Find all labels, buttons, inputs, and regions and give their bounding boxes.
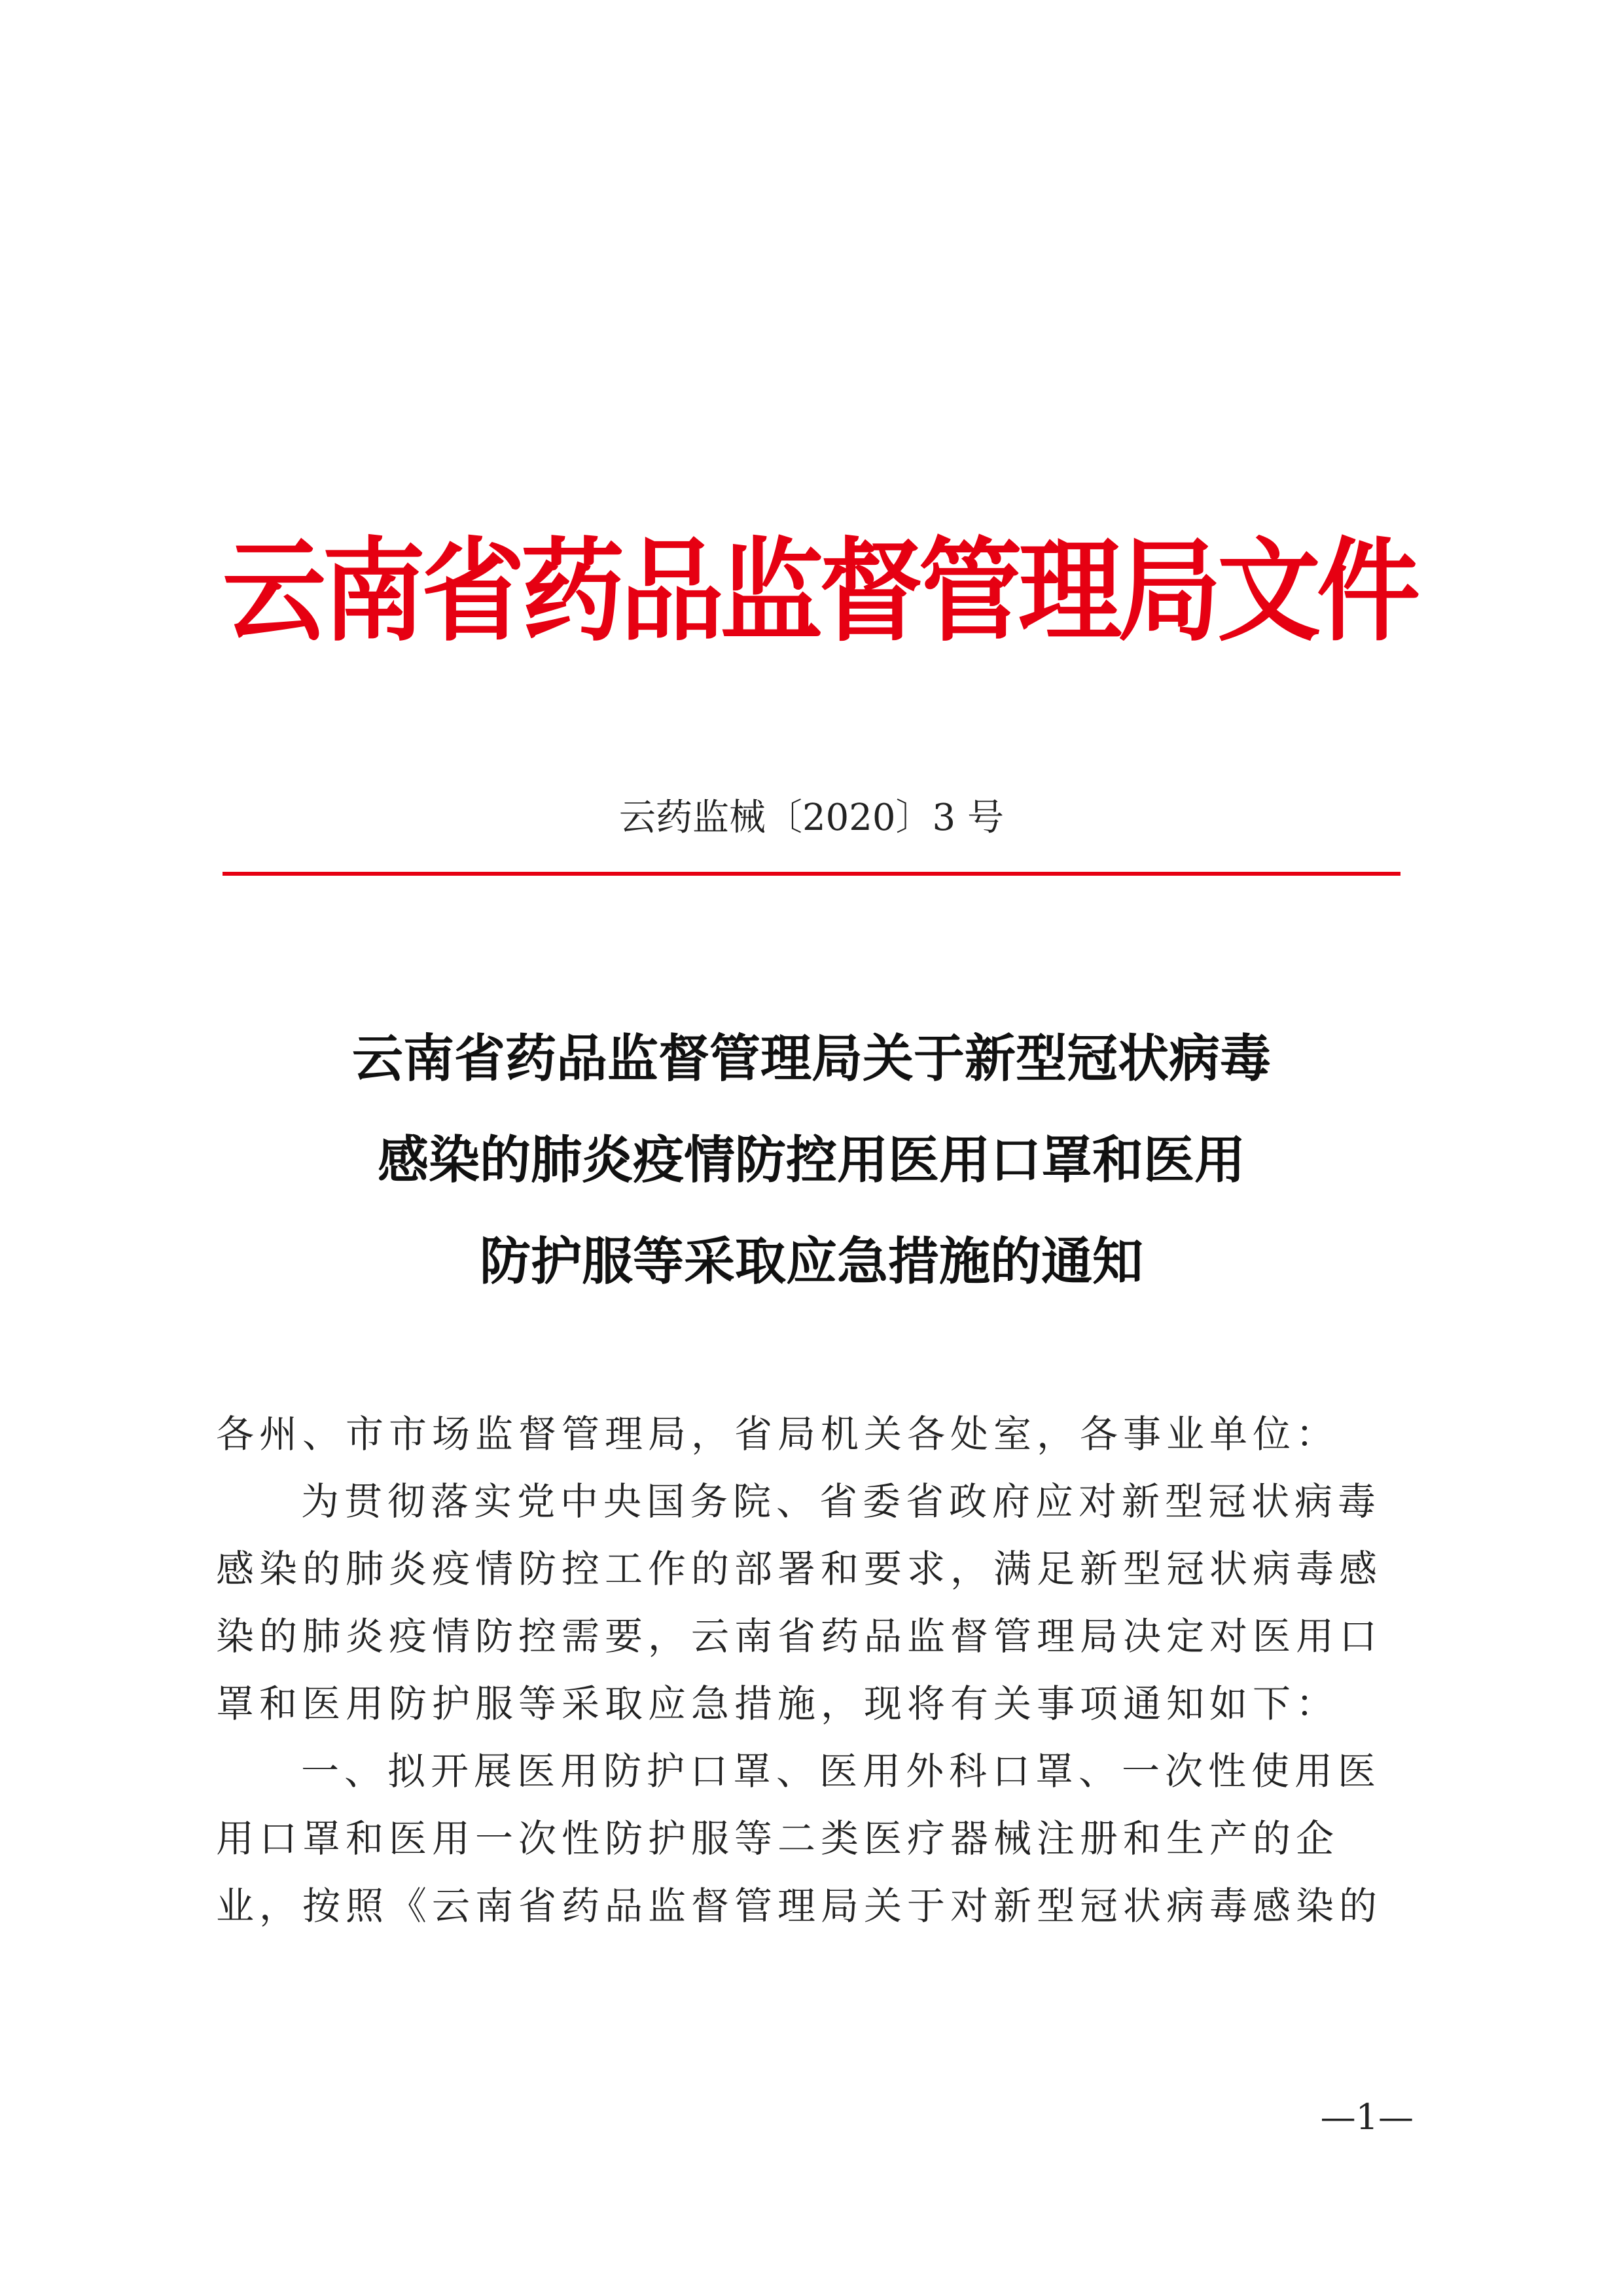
body-line: 感染的肺炎疫情防控工作的部署和要求，满足新型冠状病毒感 bbox=[216, 1547, 1383, 1591]
agency-red-header: 云南省药品监督管理局文件 bbox=[223, 526, 1416, 657]
notice-title bbox=[223, 1008, 1400, 1312]
salutation: 各州、市市场监督管理局，省局机关各处室，各事业单位： bbox=[216, 1412, 1340, 1456]
body-line: 染的肺炎疫情防控需要，云南省药品监督管理局决定对医用口 bbox=[216, 1614, 1383, 1659]
body-line: 业，按照《云南省药品监督管理局关于对新型冠状病毒感染的 bbox=[216, 1884, 1383, 1928]
page-number: —1— bbox=[1320, 2096, 1414, 2138]
notice-body bbox=[216, 1401, 1407, 1940]
body-line: 罩和医用防护服等采取应急措施，现将有关事项通知如下： bbox=[216, 1681, 1340, 1726]
title-line: 防护服等采取应急措施的通知 bbox=[479, 1232, 1143, 1291]
red-separator-rule bbox=[223, 872, 1400, 876]
document-number: 云药监械〔2020〕3 号 bbox=[619, 797, 1004, 839]
body-line: 为贯彻落实党中央国务院、省委省政府应对新型冠状病毒 bbox=[301, 1479, 1382, 1524]
body-line: 一、拟开展医用防护口罩、医用外科口罩、一次性使用医 bbox=[301, 1749, 1382, 1793]
title-line: 云南省药品监督管理局关于新型冠状病毒 bbox=[351, 1029, 1271, 1088]
body-line: 用口罩和医用一次性防护服等二类医疗器械注册和生产的企 bbox=[216, 1816, 1340, 1861]
title-line: 感染的肺炎疫情防控用医用口罩和医用 bbox=[377, 1130, 1245, 1190]
